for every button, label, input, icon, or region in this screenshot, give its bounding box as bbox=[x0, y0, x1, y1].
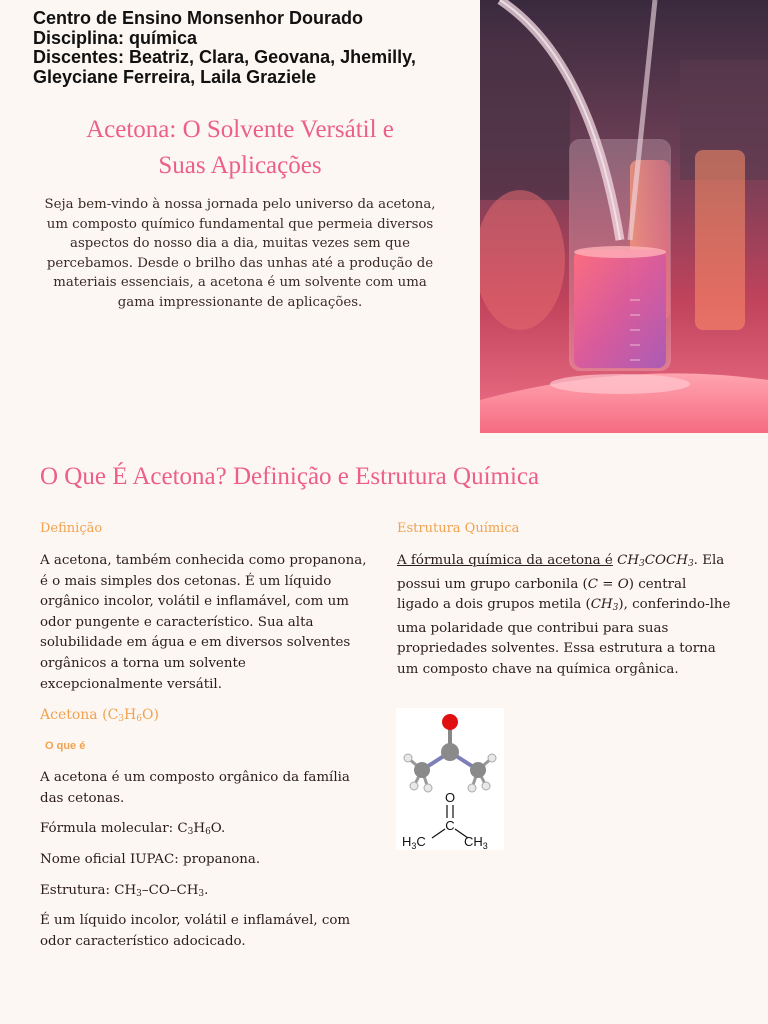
structure-text-c: ), conferindo-lhe uma polaridade que contribui para suas propriedades solventes. Essa estrutura a torna um composto chave na química orgânica. bbox=[397, 597, 731, 677]
structure-text-a: Ela possui um grupo carbonila ( bbox=[397, 553, 725, 592]
structure-heading: Estrutura Química bbox=[397, 521, 520, 536]
methyl-formula: $CH_3$ bbox=[590, 597, 619, 614]
section-title: O Que É Acetona? Definição e Estrutura Química bbox=[40, 463, 540, 490]
school-name: Centro de Ensino Monsenhor Dourado bbox=[33, 8, 364, 28]
page-title bbox=[40, 112, 440, 184]
structure-text: A fórmula química da acetona é $CH_3COCH_3$. Ela possui um grupo carbonila (C = O) central ligado a dois grupos metila $(CH_3)$, conferindo-lhe uma polaridade que contribui para suas propriedades solventes. Essa estrutura a torna um composto chave na química orgânica. bbox=[397, 553, 731, 677]
fact-iupac-name: Nome oficial IUPAC: propanona. bbox=[40, 852, 261, 867]
carbonyl-formula: C = O bbox=[587, 576, 629, 592]
students-line-1: Discentes: Beatriz, Clara, Geovana, Jhemilly, bbox=[33, 47, 416, 67]
acetona-heading: Acetona $(C_3H_6O)$ bbox=[40, 707, 159, 724]
h3c-label: $H_3C$ bbox=[402, 834, 426, 850]
header-block bbox=[33, 9, 473, 87]
carbon-label: C bbox=[445, 818, 455, 833]
o-que-e-label: O que é bbox=[45, 740, 86, 752]
students-line-2: Gleyciane Ferreira, Laila Graziele bbox=[33, 66, 317, 87]
oxygen-label: O bbox=[444, 790, 456, 805]
acetone-molecule-image bbox=[396, 708, 504, 850]
structure-text-b: ) central ligado a dois grupos metila ( bbox=[397, 576, 687, 613]
title-line-2: Suas Aplicações bbox=[158, 152, 322, 179]
molecule-model-icon bbox=[396, 708, 504, 850]
fact-properties: É um líquido incolor, volátil e inflamável, com odor característico adocicado. bbox=[40, 913, 351, 949]
formula-lead: A fórmula química da acetona é bbox=[397, 553, 613, 568]
fact-molecular-formula: Fórmula molecular: $C_3H_6O$. bbox=[40, 821, 226, 837]
intro-paragraph: Seja bem-vindo à nossa jornada pelo universo da acetona, um composto químico fundamental que permeia diversos aspectos do nosso dia a dia, muitas vezes sem que percebamos. Desde o brilho das unhas até a produção de materiais essenciais, a acetona é um solvente com uma gama impressionante de aplicações. bbox=[44, 197, 436, 310]
definition-text: A acetona, também conhecida como propanona, é o mais simples dos cetonas. É um líquido orgânico incolor, volátil e inflamável, com um odor pungente e característico. Sua alta solubilidade em água e em diversos solventes orgânicos a torna um solvente excepcionalmente versátil. bbox=[40, 553, 367, 692]
definition-heading: Definição bbox=[40, 521, 103, 536]
acetone-formula: $CH_3COCH_3$ bbox=[617, 553, 694, 569]
title-line-1: Acetona: O Solvente Versátil e bbox=[86, 116, 394, 143]
fact-family: A acetona é um composto orgânico da família das cetonas. bbox=[40, 770, 350, 806]
subject-line: Disciplina: química bbox=[33, 27, 198, 48]
lab-glassware-illustration bbox=[480, 0, 768, 433]
ch3-label: $CH_3$ bbox=[464, 834, 488, 850]
fact-structure: Estrutura: $CH_3-CO-CH_3$. bbox=[40, 883, 209, 899]
hero-image-test-tube bbox=[480, 0, 768, 433]
